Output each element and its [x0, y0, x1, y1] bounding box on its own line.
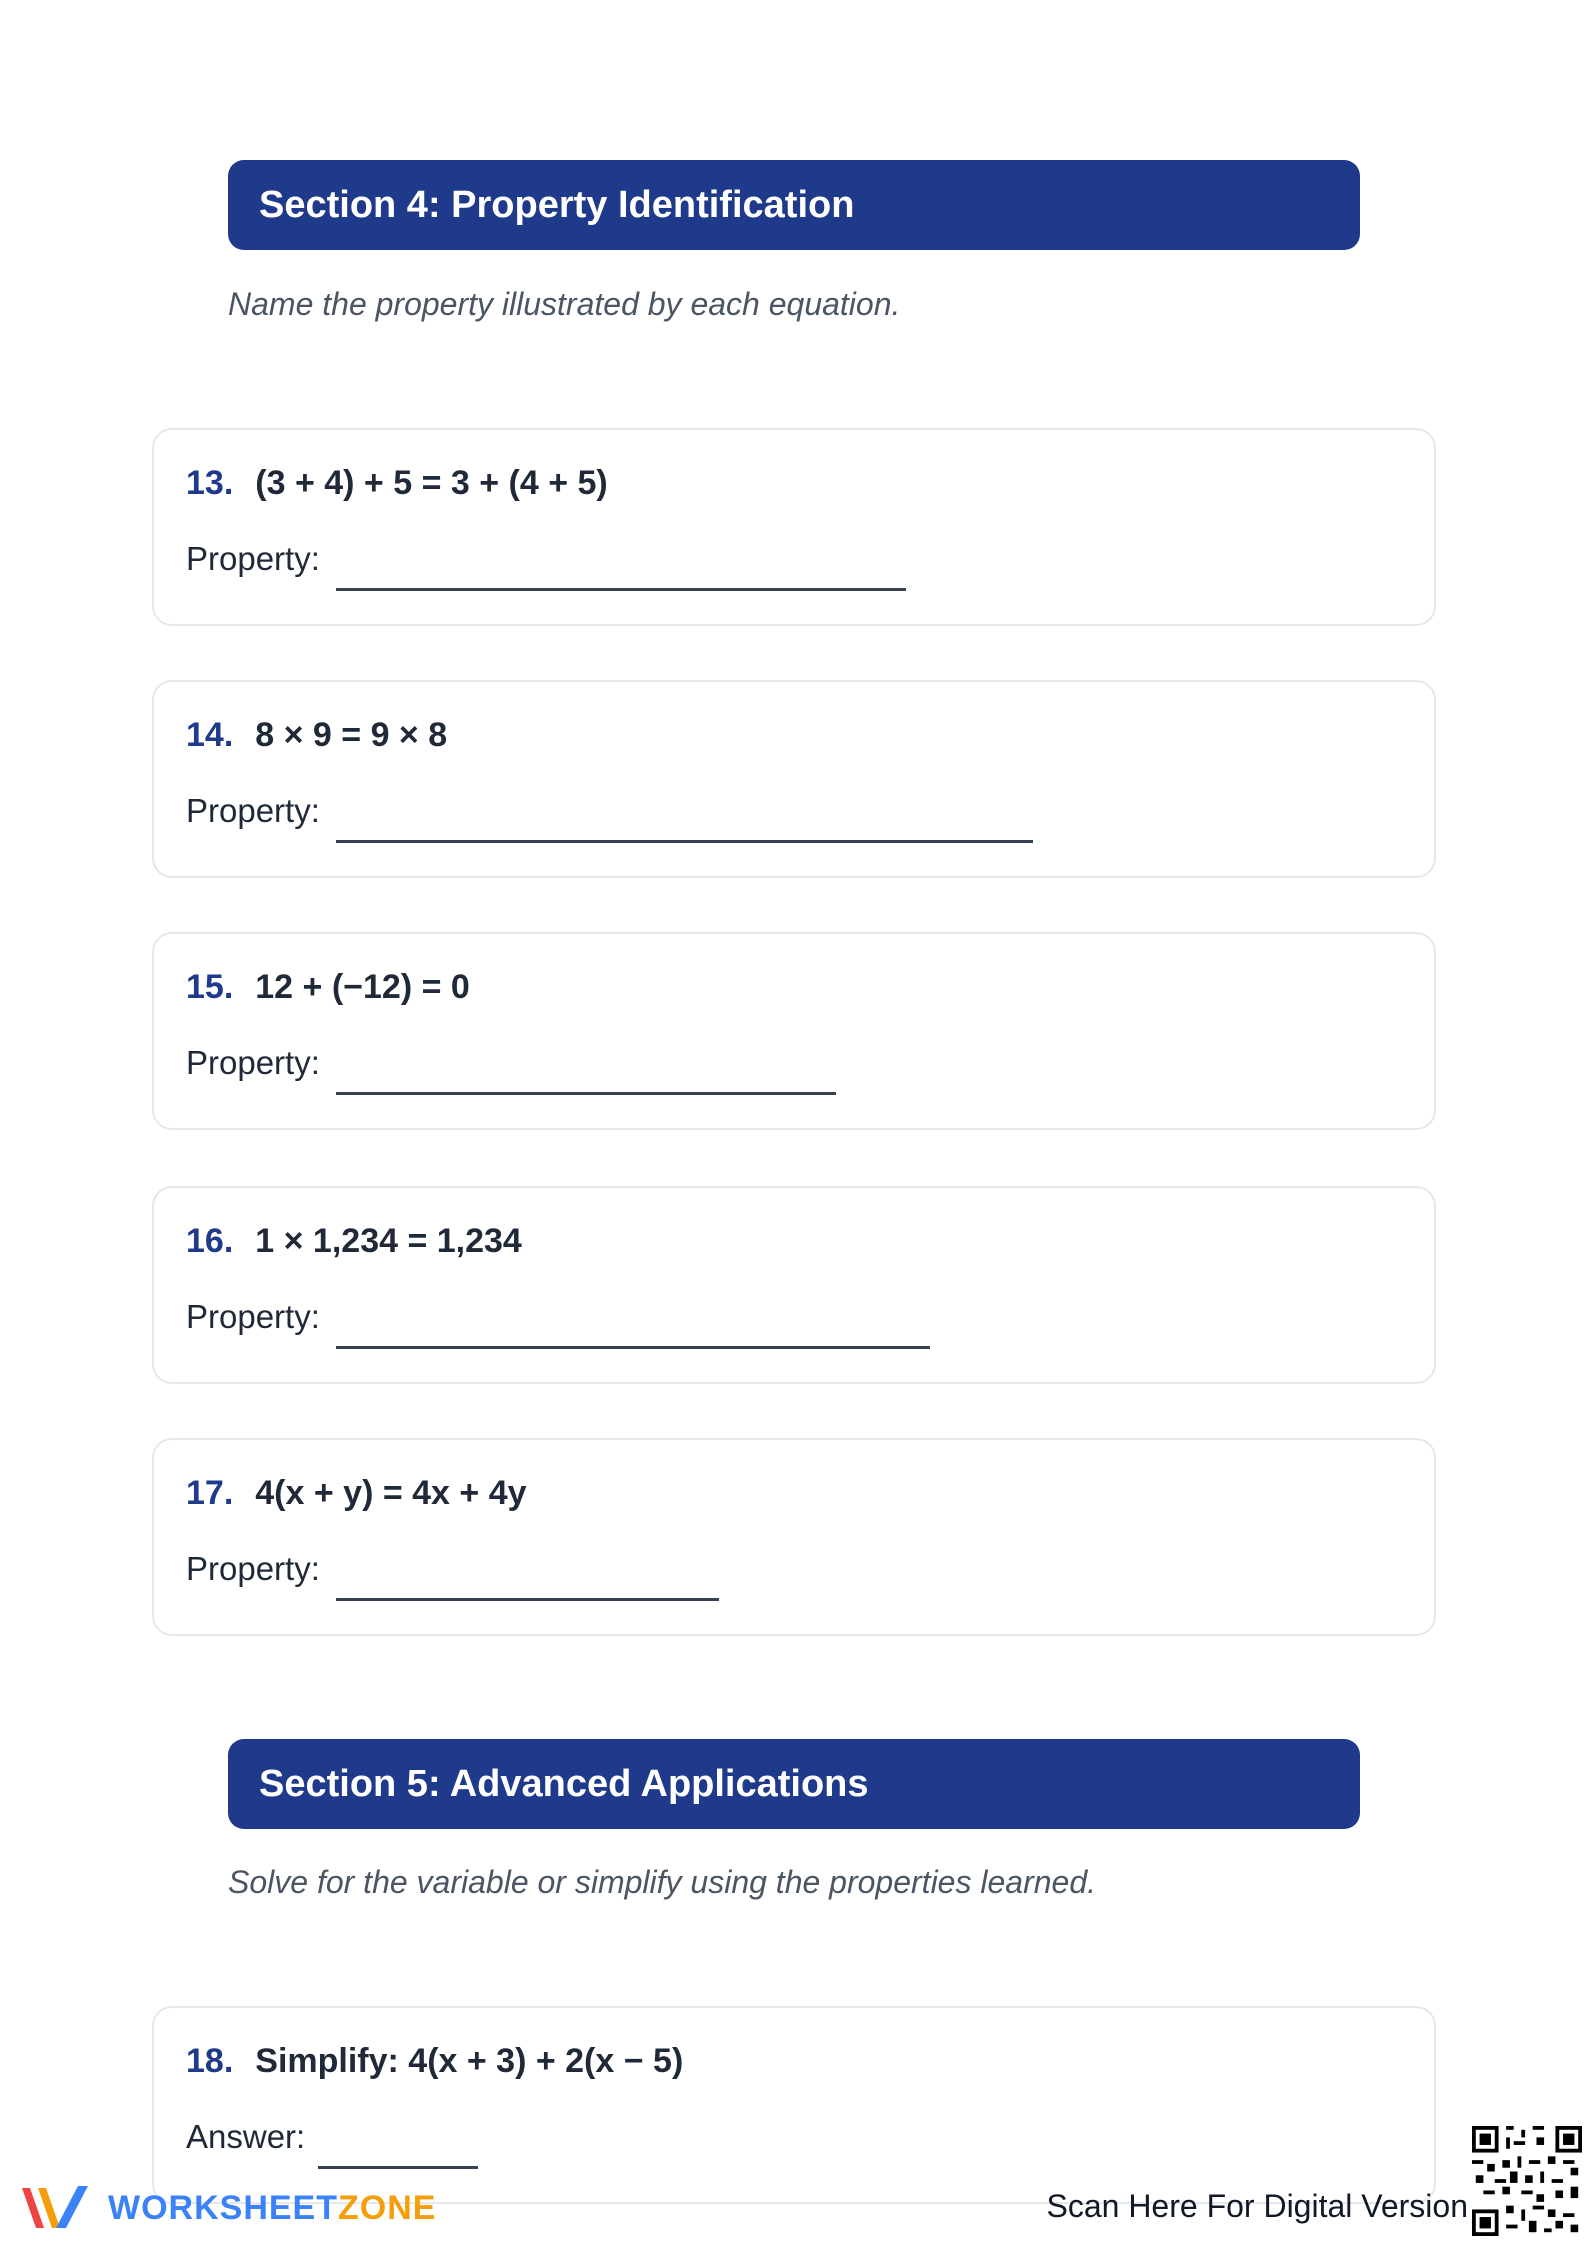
worksheetzone-logo[interactable] [18, 2180, 436, 2236]
question-card [152, 1186, 1436, 1384]
section-4-instruction: Name the property illustrated by each equation. [228, 286, 901, 322]
question-equation: (3 + 4) + 5 = 3 + (4 + 5) [255, 464, 608, 502]
question-card [152, 932, 1436, 1130]
answer-blank[interactable] [336, 1598, 719, 1601]
question-equation: 1 × 1,234 = 1,234 [255, 1222, 522, 1260]
question-line [186, 716, 447, 755]
property-label: Property: [186, 1550, 320, 1587]
answer-blank[interactable] [336, 840, 1033, 843]
question-number: 14. [186, 716, 234, 754]
scan-text: Scan Here For Digital Version [1046, 2188, 1468, 2224]
qr-code-icon[interactable] [1472, 2126, 1582, 2236]
property-label: Property: [186, 540, 320, 577]
question-number: 17. [186, 1474, 234, 1512]
question-number: 13. [186, 464, 234, 502]
question-number: 15. [186, 968, 234, 1006]
brand-part-2: ZONE [338, 2188, 437, 2227]
question-card [152, 2006, 1436, 2204]
question-line [186, 1474, 527, 1513]
brand-name [108, 2189, 436, 2228]
w-logo-icon [18, 2180, 96, 2236]
question-equation: Simplify: 4(x + 3) + 2(x − 5) [255, 2042, 684, 2080]
question-number: 18. [186, 2042, 234, 2080]
question-line [186, 1222, 522, 1261]
answer-blank[interactable] [336, 1092, 836, 1095]
question-line [186, 2042, 683, 2081]
question-card [152, 428, 1436, 626]
answer-blank[interactable] [336, 588, 906, 591]
section-5-header [228, 1739, 1360, 1829]
brand-part-1: WORKSHEET [108, 2188, 338, 2227]
question-card [152, 1438, 1436, 1636]
question-line [186, 968, 470, 1007]
question-number: 16. [186, 1222, 234, 1260]
property-label: Property: [186, 792, 320, 829]
question-card [152, 680, 1436, 878]
property-label: Property: [186, 1298, 320, 1335]
section-5-title: Section 5: Advanced Applications [259, 1763, 869, 1805]
property-label: Property: [186, 1044, 320, 1081]
question-equation: 12 + (−12) = 0 [255, 968, 470, 1006]
question-equation: 8 × 9 = 9 × 8 [255, 716, 448, 754]
answer-label: Answer: [186, 2118, 306, 2155]
section-4-header [228, 160, 1360, 250]
question-line [186, 464, 608, 503]
question-equation: 4(x + y) = 4x + 4y [255, 1474, 527, 1512]
section-5-instruction: Solve for the variable or simplify using the properties learned. [228, 1864, 1096, 1900]
section-4-title: Section 4: Property Identification [259, 184, 855, 226]
answer-blank[interactable] [336, 1346, 930, 1349]
answer-blank[interactable] [318, 2166, 478, 2169]
